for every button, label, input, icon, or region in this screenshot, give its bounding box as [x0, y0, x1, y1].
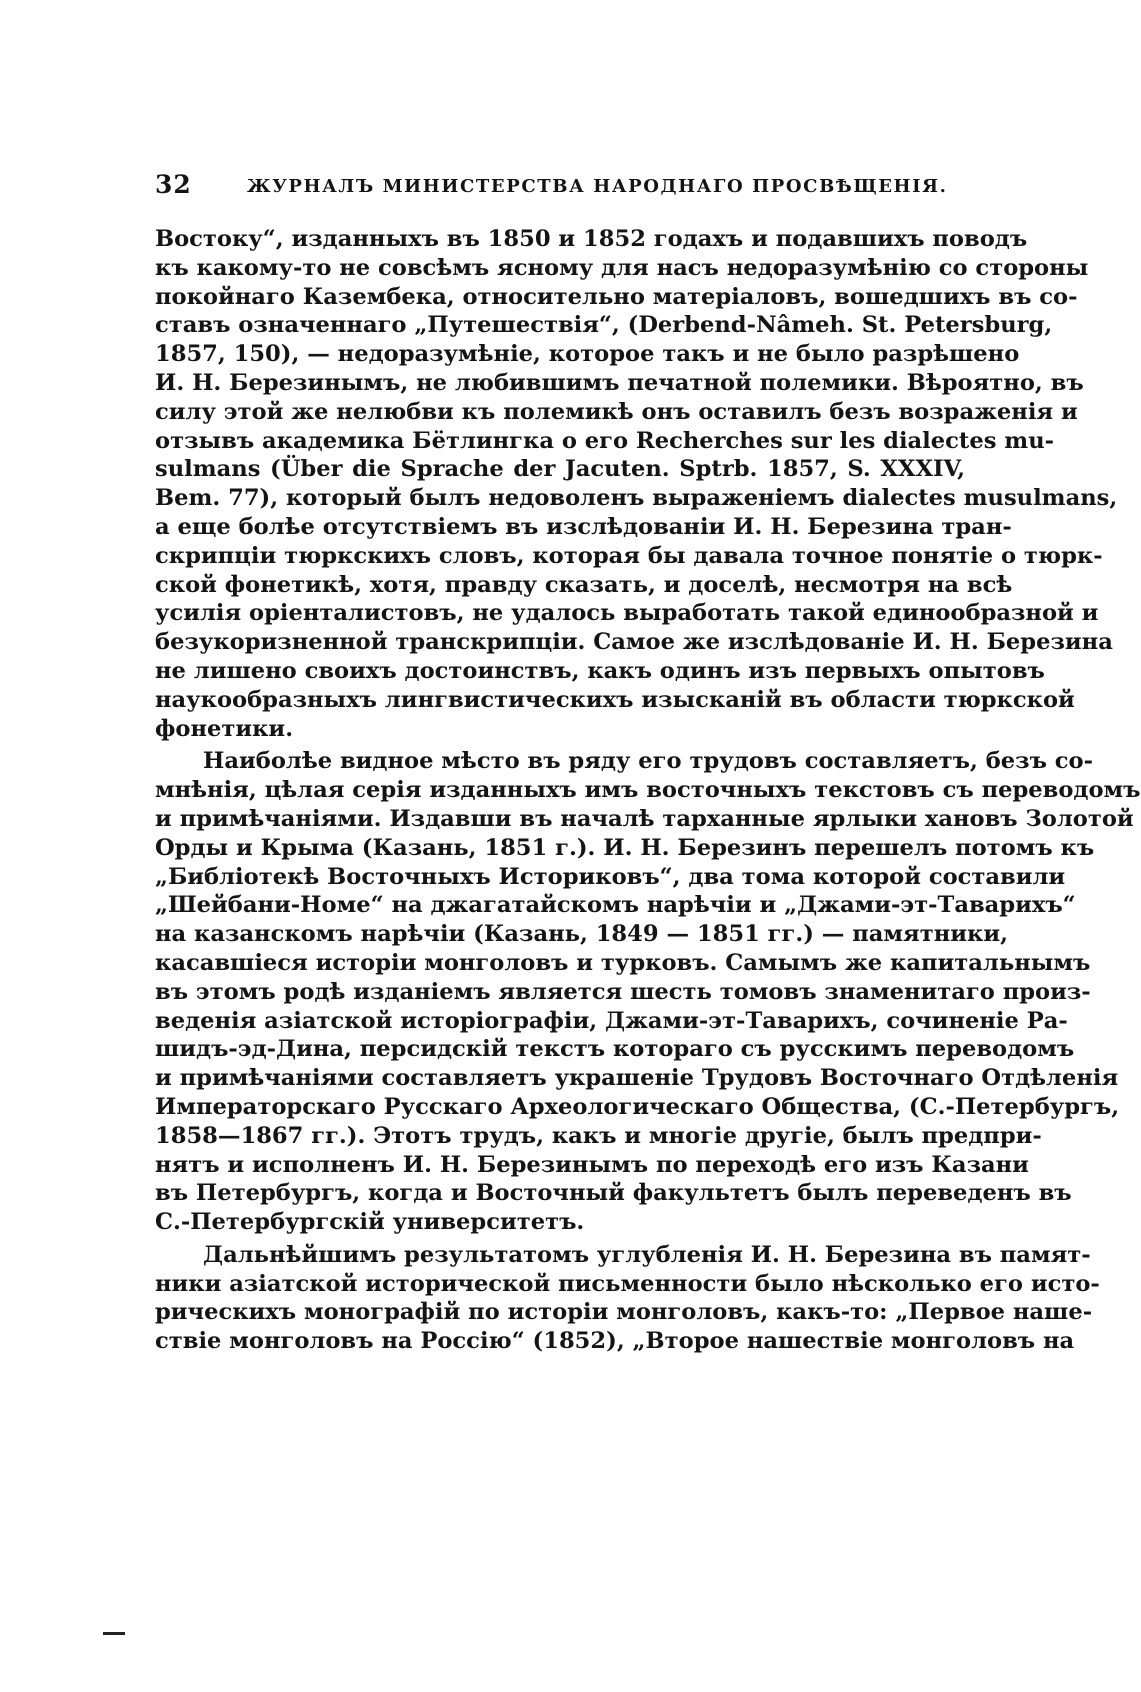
text-line: касавшіеся исторіи монголовъ и турковъ. Самымъ же капитальнымъ [155, 949, 1091, 976]
text-line: отзывъ академика Бётлингка о его Recherches sur les dialectes mu- [155, 427, 1054, 454]
text-line: силу этой же нелюбви къ полемикѣ онъ оставилъ безъ возраженія и [155, 398, 1078, 425]
running-title: ЖУРНАЛЪ МИНИСТЕРСТВА НАРОДНАГО ПРОСВѢЩЕНІЯ. [247, 176, 948, 197]
text-line: усилія оріенталистовъ, не удалось выработать такой единообразной и [155, 600, 1099, 627]
text-line: и примѣчаніями составляетъ украшеніе Трудовъ Восточнаго Отдѣленія [155, 1065, 1119, 1092]
text-line: Востоку“, изданныхъ въ 1850 и 1852 годахъ и подавшихъ поводъ [155, 226, 1028, 252]
text-line: Императорскаго Русскаго Археологическаго Общества, (С.-Петербургъ, [155, 1093, 1120, 1120]
text-line: мнѣнія, цѣлая серія изданныхъ имъ восточныхъ текстовъ съ переводомъ [155, 777, 1141, 804]
text-line: sulmans (Über die Sprache der Jacuten. Sptrb. 1857, S. XXXIV, [155, 456, 965, 483]
text-line: и примѣчаніями. Издавши въ началѣ тарханные ярлыки хановъ Золотой [155, 805, 1134, 832]
text-line: къ какому-то не совсѣмъ ясному для насъ недоразумѣнію со стороны [155, 254, 1089, 281]
text-line: ствіе монголовъ на Россію“ (1852), „Второе нашествіе монголовъ на [155, 1328, 1075, 1355]
text-line: наукообразныхъ лингвистическихъ изысканій въ области тюркской [155, 686, 1075, 713]
text-line: „Шейбани-Номе“ на джагатайскомъ нарѣчіи и „Джами-эт-Таварихъ“ [155, 892, 1076, 919]
text-line: покойнаго Казембека, относительно матеріаловъ, вошедшихъ въ со- [155, 283, 1078, 310]
text-line: скрипціи тюркскихъ словъ, которая бы давала точное понятіе о тюрк- [155, 542, 1103, 569]
text-line: Дальнѣйшимъ результатомъ углубленія И. Н. Березина въ памят- [203, 1241, 1091, 1268]
text-line: Наиболѣе видное мѣсто въ ряду его трудовъ составляетъ, безъ со- [203, 748, 1093, 775]
text-line: въ Петербургъ, когда и Восточный факультетъ былъ переведенъ въ [155, 1180, 1072, 1207]
paragraph [155, 225, 1118, 743]
text-line: нятъ и исполненъ И. Н. Березинымъ по переходѣ его изъ Казани [155, 1151, 1029, 1178]
margin-dash-mark [103, 1632, 125, 1635]
text-line: на казанскомъ нарѣчіи (Казань, 1849 — 1851 гг.) — памятники, [155, 921, 1008, 948]
text-line: а еще болѣе отсутствіемъ въ изслѣдованіи И. Н. Березина тран- [155, 513, 1012, 540]
text-line: фонетики. [155, 715, 294, 742]
text-line: веденія азіатской исторіографіи, Джами-эт-Таварихъ, сочиненіе Ра- [155, 1007, 1068, 1034]
text-line: ставъ означеннаго „Путешествія“, (Derbend-Nâmeh. St. Petersburg, [155, 312, 1053, 339]
text-line: И. Н. Березинымъ, не любившимъ печатной полемики. Вѣроятно, въ [155, 369, 1084, 396]
text-line: въ этомъ родѣ изданіемъ является шесть томовъ знаменитаго произ- [155, 978, 1091, 1005]
text-line: не лишено своихъ достоинствъ, какъ одинъ изъ первыхъ опытовъ [155, 657, 1045, 684]
text-line: Bem. 77), который былъ недоволенъ выраженіемъ dialectes musulmans, [155, 485, 1118, 512]
text-line: безукоризненной транскрипціи. Самое же изслѣдованіе И. Н. Березина [155, 629, 1113, 656]
text-line: С.-Петербургскій университетъ. [155, 1209, 585, 1236]
text-line: 1857, 150), — недоразумѣніе, которое такъ и не было разрѣшено [155, 341, 1020, 368]
text-line: Орды и Крыма (Казань, 1851 г.). И. Н. Березинъ перешелъ потомъ къ [155, 834, 1095, 861]
text-line: 1858—1867 гг.). Этотъ трудъ, какъ и многіе другіе, былъ предпри- [155, 1122, 1042, 1149]
page-header [155, 170, 965, 206]
paragraph [155, 1241, 1100, 1356]
text-line: ской фонетикѣ, хотя, правду сказать, и доселѣ, несмотря на всѣ [155, 571, 1013, 598]
text-line: ники азіатской исторической письменности было нѣсколько его исто- [155, 1270, 1100, 1297]
text-line: шидъ-эд-Дина, персидскій текстъ котораго съ русскимъ переводомъ [155, 1036, 1075, 1063]
body-text [155, 225, 1141, 1356]
page-number: 32 [155, 170, 192, 199]
paragraph [155, 747, 1141, 1237]
text-line: „Библіотекѣ Восточныхъ Историковъ“, два тома которой составили [155, 863, 1066, 890]
text-line: рическихъ монографій по исторіи монголовъ, какъ-то: „Первое наше- [155, 1299, 1093, 1326]
